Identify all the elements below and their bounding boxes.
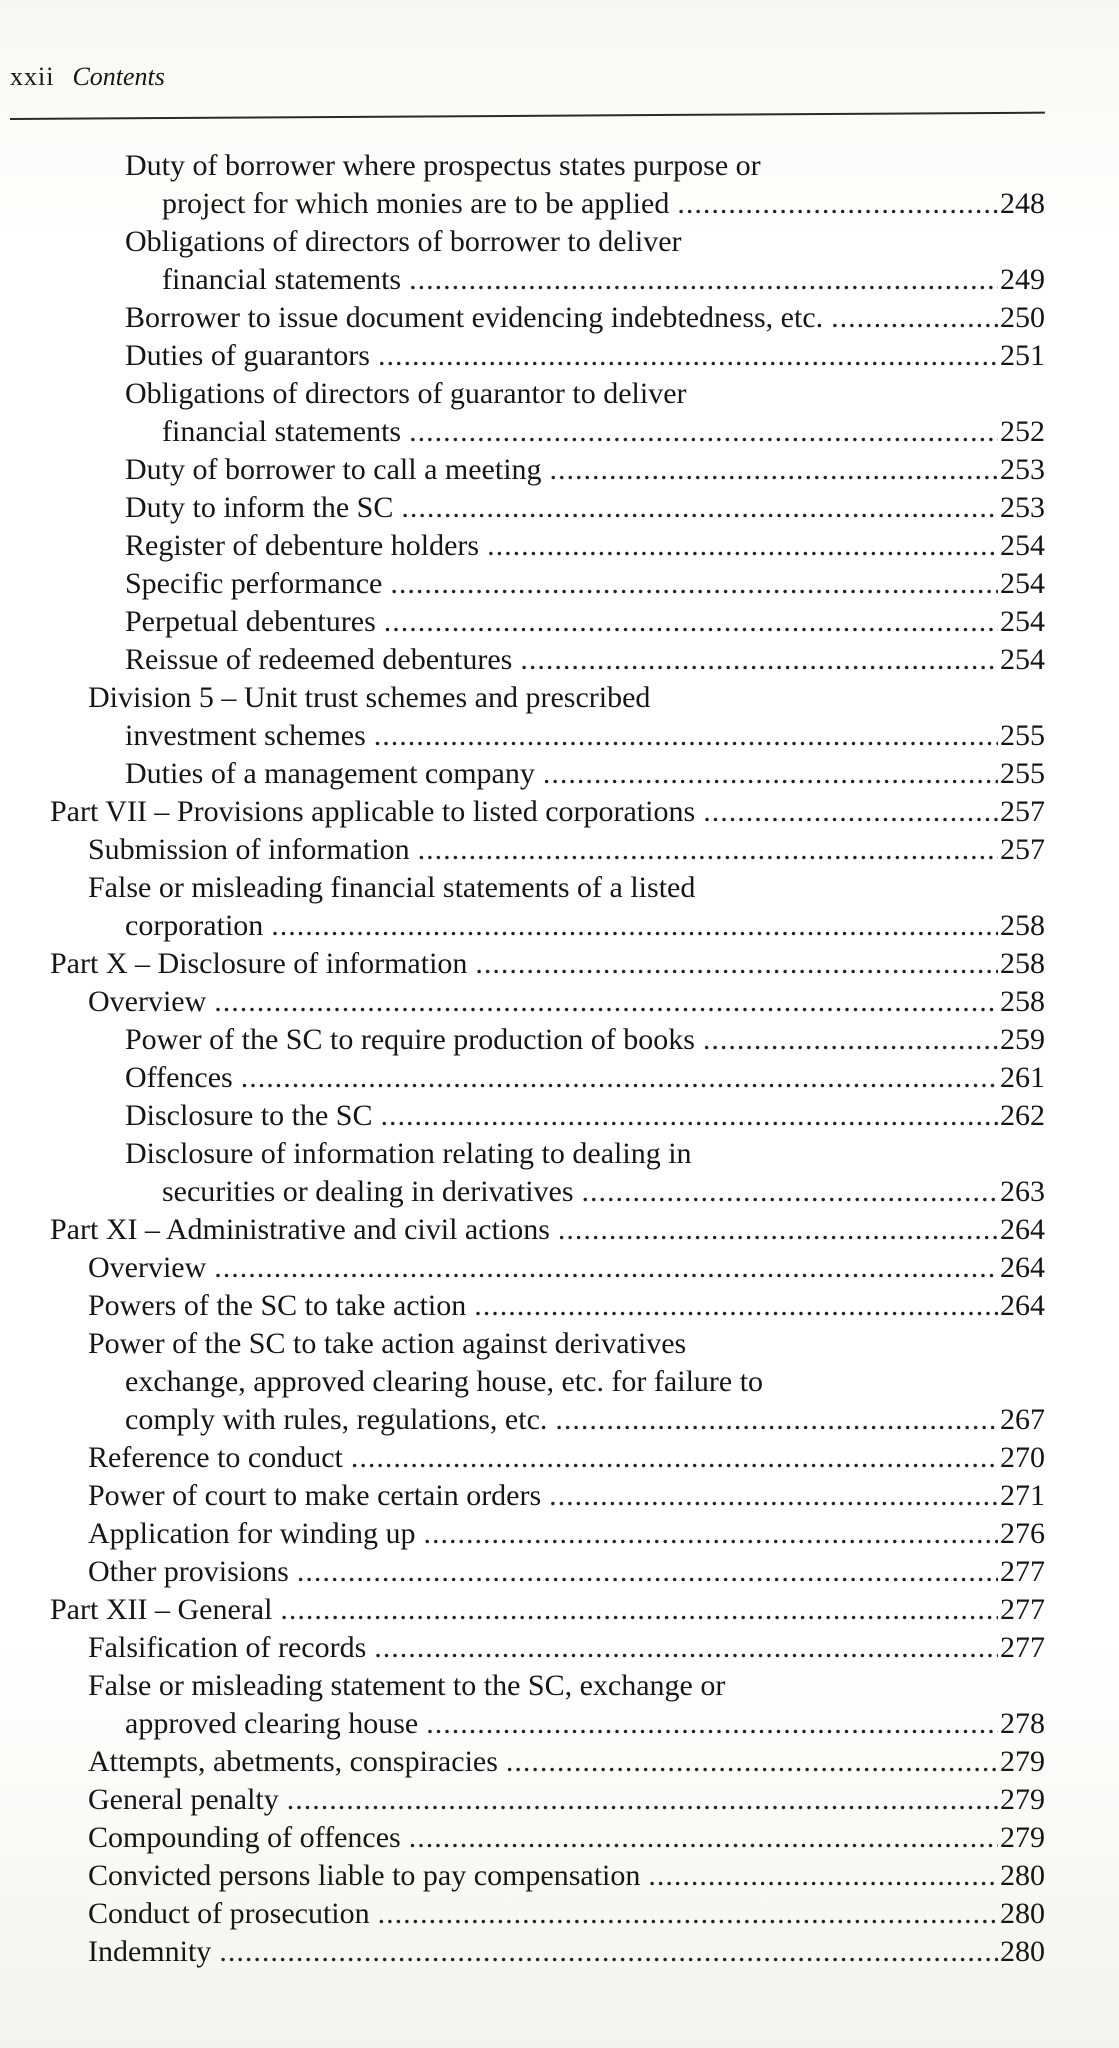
toc-entry xyxy=(0,869,1045,907)
toc-entry-text: Specific performance xyxy=(125,567,383,600)
dot-leader xyxy=(582,1173,998,1211)
table-of-contents xyxy=(0,147,1119,1971)
toc-entry-line xyxy=(50,945,1045,983)
toc-entry xyxy=(0,1591,1045,1629)
toc-page-number: 280 xyxy=(1000,1859,1045,1892)
toc-entry-text: Compounding of offences xyxy=(88,1821,401,1854)
toc-entry-text: Reference to conduct xyxy=(88,1441,343,1474)
toc-entry-text: Duties of a management company xyxy=(125,757,535,790)
toc-entry xyxy=(0,565,1045,603)
toc-entry-line xyxy=(88,1743,1045,1781)
dot-leader xyxy=(409,261,998,299)
header-rule xyxy=(10,112,1045,120)
dot-leader xyxy=(214,1249,998,1287)
toc-entry xyxy=(0,185,1045,223)
running-head xyxy=(10,62,165,92)
toc-entry-text: Offences xyxy=(125,1061,233,1094)
dot-leader xyxy=(426,1705,998,1743)
toc-entry-line xyxy=(88,1439,1045,1477)
dot-leader xyxy=(219,1933,998,1971)
toc-entry-line xyxy=(125,1097,1045,1135)
toc-entry-text: Overview xyxy=(88,985,207,1018)
toc-entry xyxy=(0,1515,1045,1553)
toc-entry xyxy=(0,945,1045,983)
toc-entry-line xyxy=(125,1401,1045,1439)
toc-entry xyxy=(0,1325,1045,1363)
toc-entry-text: Power of court to make certain orders xyxy=(88,1479,542,1512)
toc-entry-line xyxy=(125,489,1045,527)
toc-entry xyxy=(0,337,1045,375)
toc-page-number: 254 xyxy=(1000,643,1045,676)
toc-entry-text: financial statements xyxy=(162,415,402,448)
toc-entry-line xyxy=(125,1059,1045,1097)
dot-leader xyxy=(475,945,998,983)
toc-entry xyxy=(0,1857,1045,1895)
toc-entry-text: Division 5 – Unit trust schemes and prescribed xyxy=(88,681,651,714)
toc-entry xyxy=(0,1553,1045,1591)
dot-leader xyxy=(409,413,998,451)
toc-entry-text: securities or dealing in derivatives xyxy=(162,1175,574,1208)
toc-entry-text: Power of the SC to require production of books xyxy=(125,1023,695,1056)
toc-entry xyxy=(0,717,1045,755)
toc-entry xyxy=(0,451,1045,489)
toc-entry-line xyxy=(88,1933,1045,1971)
dot-leader xyxy=(374,1629,998,1667)
dot-leader xyxy=(555,1401,998,1439)
toc-page-number: 271 xyxy=(1000,1479,1045,1512)
toc-page-number: 257 xyxy=(1000,795,1045,828)
toc-entry xyxy=(0,375,1045,413)
toc-page-number: 259 xyxy=(1000,1023,1045,1056)
toc-entry-line xyxy=(125,1021,1045,1059)
toc-entry xyxy=(0,1401,1045,1439)
toc-entry xyxy=(0,1705,1045,1743)
toc-entry-text: Application for winding up xyxy=(88,1517,416,1550)
toc-page-number: 258 xyxy=(1000,947,1045,980)
toc-page-number: 277 xyxy=(1000,1593,1045,1626)
toc-entry-line xyxy=(50,1591,1045,1629)
dot-leader xyxy=(381,1097,999,1135)
toc-entry-line xyxy=(125,717,1045,755)
toc-entry-line xyxy=(88,1857,1045,1895)
toc-entry-line xyxy=(88,1515,1045,1553)
toc-entry xyxy=(0,1211,1045,1249)
dot-leader xyxy=(550,451,998,489)
toc-page-number: 255 xyxy=(1000,757,1045,790)
toc-entry-line xyxy=(50,1211,1045,1249)
toc-page-number: 262 xyxy=(1000,1099,1045,1132)
toc-entry xyxy=(0,1135,1045,1173)
toc-entry-text: project for which monies are to be applied xyxy=(162,187,670,220)
toc-entry-text: Part VII – Provisions applicable to listed corporations xyxy=(50,795,696,828)
toc-entry-text: Convicted persons liable to pay compensation xyxy=(88,1859,641,1892)
toc-page-number: 264 xyxy=(1000,1251,1045,1284)
toc-page-number: 276 xyxy=(1000,1517,1045,1550)
toc-entry xyxy=(0,527,1045,565)
toc-page-number: 264 xyxy=(1000,1289,1045,1322)
toc-entry-line xyxy=(125,337,1045,375)
dot-leader xyxy=(271,907,998,945)
toc-entry-text: approved clearing house xyxy=(125,1707,419,1740)
running-title: Contents xyxy=(72,62,165,91)
toc-entry-line xyxy=(88,1781,1045,1819)
toc-entry-text: Disclosure to the SC xyxy=(125,1099,373,1132)
toc-entry-text: corporation xyxy=(125,909,264,942)
toc-page-number: 257 xyxy=(1000,833,1045,866)
toc-entry xyxy=(0,1287,1045,1325)
toc-entry xyxy=(0,1819,1045,1857)
toc-entry xyxy=(0,907,1045,945)
toc-entry-text: Conduct of prosecution xyxy=(88,1897,370,1930)
toc-entry-text: False or misleading statement to the SC, exchange or xyxy=(88,1669,726,1702)
toc-entry-text: General penalty xyxy=(88,1783,279,1816)
toc-entry-text: Duties of guarantors xyxy=(125,339,370,372)
toc-entry-line xyxy=(88,831,1045,869)
toc-entry xyxy=(0,1629,1045,1667)
toc-entry-line xyxy=(125,907,1045,945)
dot-leader xyxy=(378,337,998,375)
toc-entry-text: Part X – Disclosure of information xyxy=(50,947,468,980)
toc-entry xyxy=(0,679,1045,717)
toc-entry xyxy=(0,603,1045,641)
toc-entry-line xyxy=(88,1667,725,1705)
toc-entry-line xyxy=(50,793,1045,831)
toc-page-number: 261 xyxy=(1000,1061,1045,1094)
toc-entry xyxy=(0,1933,1045,1971)
toc-page-number: 277 xyxy=(1000,1631,1045,1664)
toc-entry-text: Duty of borrower where prospectus states purpose or xyxy=(125,149,761,182)
toc-entry xyxy=(0,299,1045,337)
dot-leader xyxy=(677,185,998,223)
toc-entry xyxy=(0,1059,1045,1097)
toc-entry xyxy=(0,223,1045,261)
toc-page-number: 252 xyxy=(1000,415,1045,448)
toc-entry xyxy=(0,1439,1045,1477)
toc-entry-line xyxy=(125,147,761,185)
toc-entry-line xyxy=(125,1363,763,1401)
toc-page-number: 258 xyxy=(1000,909,1045,942)
toc-entry-line xyxy=(88,1477,1045,1515)
toc-entry-text: Powers of the SC to take action xyxy=(88,1289,467,1322)
dot-leader xyxy=(549,1477,998,1515)
dot-leader xyxy=(423,1515,998,1553)
toc-entry xyxy=(0,1173,1045,1211)
toc-entry-line xyxy=(88,679,650,717)
toc-page-number: 270 xyxy=(1000,1441,1045,1474)
toc-entry-text: Reissue of redeemed debentures xyxy=(125,643,513,676)
toc-entry-text: Obligations of directors of borrower to deliver xyxy=(125,225,682,258)
toc-entry-text: Attempts, abetments, conspiracies xyxy=(88,1745,498,1778)
toc-entry-text: Part XII – General xyxy=(50,1593,273,1626)
dot-leader xyxy=(241,1059,998,1097)
dot-leader xyxy=(558,1211,998,1249)
toc-entry xyxy=(0,1363,1045,1401)
toc-page-number: 258 xyxy=(1000,985,1045,1018)
toc-entry-line xyxy=(88,1325,686,1363)
toc-entry-text: Duty of borrower to call a meeting xyxy=(125,453,542,486)
toc-page-number: 277 xyxy=(1000,1555,1045,1588)
toc-entry-line xyxy=(125,565,1045,603)
toc-entry-text: Borrower to issue document evidencing indebtedness, etc. xyxy=(125,301,824,334)
toc-entry xyxy=(0,489,1045,527)
toc-entry-text: Overview xyxy=(88,1251,207,1284)
toc-entry xyxy=(0,1895,1045,1933)
dot-leader xyxy=(214,983,998,1021)
toc-entry-line xyxy=(125,603,1045,641)
toc-entry-text: investment schemes xyxy=(125,719,366,752)
toc-page-number: 254 xyxy=(1000,605,1045,638)
toc-entry xyxy=(0,755,1045,793)
toc-entry-text: exchange, approved clearing house, etc. for failure to xyxy=(125,1365,764,1398)
toc-entry-line xyxy=(88,1553,1045,1591)
toc-entry-text: Other provisions xyxy=(88,1555,289,1588)
toc-page-number: 279 xyxy=(1000,1821,1045,1854)
toc-entry xyxy=(0,641,1045,679)
dot-leader xyxy=(409,1819,998,1857)
toc-entry-line xyxy=(125,527,1045,565)
toc-entry-line xyxy=(162,413,1045,451)
toc-entry xyxy=(0,413,1045,451)
dot-leader xyxy=(384,603,998,641)
toc-page-number: 255 xyxy=(1000,719,1045,752)
toc-page-number: 254 xyxy=(1000,529,1045,562)
dot-leader xyxy=(351,1439,998,1477)
toc-entry-line xyxy=(88,983,1045,1021)
dot-leader xyxy=(520,641,998,679)
toc-page-number: 254 xyxy=(1000,567,1045,600)
dot-leader xyxy=(280,1591,998,1629)
toc-entry xyxy=(0,1097,1045,1135)
dot-leader xyxy=(378,1895,998,1933)
toc-entry-text: Part XI – Administrative and civil actions xyxy=(50,1213,550,1246)
toc-page-number: 248 xyxy=(1000,187,1045,220)
toc-page-number: 279 xyxy=(1000,1783,1045,1816)
toc-entry-text: financial statements xyxy=(162,263,402,296)
toc-entry xyxy=(0,147,1045,185)
toc-entry-line xyxy=(162,1173,1045,1211)
toc-entry-text: Falsification of records xyxy=(88,1631,367,1664)
toc-entry xyxy=(0,983,1045,1021)
dot-leader xyxy=(487,527,998,565)
toc-entry-line xyxy=(88,1629,1045,1667)
dot-leader xyxy=(418,831,998,869)
toc-entry-line xyxy=(125,1135,692,1173)
toc-page-number: 253 xyxy=(1000,453,1045,486)
dot-leader xyxy=(297,1553,998,1591)
toc-page-number: 278 xyxy=(1000,1707,1045,1740)
toc-entry-text: Disclosure of information relating to dealing in xyxy=(125,1137,692,1170)
toc-entry-line xyxy=(162,261,1045,299)
toc-page-number: 264 xyxy=(1000,1213,1045,1246)
toc-entry xyxy=(0,1249,1045,1287)
toc-page-number: 249 xyxy=(1000,263,1045,296)
dot-leader xyxy=(703,793,998,831)
toc-entry xyxy=(0,1781,1045,1819)
toc-page-number: 251 xyxy=(1000,339,1045,372)
toc-entry-line xyxy=(88,1895,1045,1933)
dot-leader xyxy=(374,717,998,755)
toc-entry-text: Register of debenture holders xyxy=(125,529,480,562)
toc-entry xyxy=(0,1667,1045,1705)
toc-entry-text: Perpetual debentures xyxy=(125,605,376,638)
toc-entry xyxy=(0,1743,1045,1781)
toc-page-number: 280 xyxy=(1000,1897,1045,1930)
toc-page-number: 279 xyxy=(1000,1745,1045,1778)
toc-entry-text: Obligations of directors of guarantor to deliver xyxy=(125,377,687,410)
toc-entry-line xyxy=(125,299,1045,337)
dot-leader xyxy=(543,755,998,793)
dot-leader xyxy=(287,1781,998,1819)
toc-entry-text: False or misleading financial statements of a listed xyxy=(88,871,696,904)
toc-entry xyxy=(0,261,1045,299)
toc-entry-text: Indemnity xyxy=(88,1935,212,1968)
toc-entry-text: Submission of information xyxy=(88,833,410,866)
toc-entry-line xyxy=(125,641,1045,679)
toc-entry-text: Duty to inform the SC xyxy=(125,491,394,524)
dot-leader xyxy=(474,1287,998,1325)
toc-entry-line xyxy=(88,869,695,907)
toc-entry-line xyxy=(125,755,1045,793)
toc-entry-line xyxy=(125,451,1045,489)
toc-page-number: 280 xyxy=(1000,1935,1045,1968)
toc-entry-line xyxy=(125,375,687,413)
toc-entry-line xyxy=(125,223,682,261)
toc-entry-line xyxy=(125,1705,1045,1743)
dot-leader xyxy=(703,1021,998,1059)
dot-leader xyxy=(390,565,998,603)
dot-leader xyxy=(831,299,998,337)
toc-entry-text: comply with rules, regulations, etc. xyxy=(125,1403,548,1436)
dot-leader xyxy=(648,1857,998,1895)
toc-page-number: 250 xyxy=(1000,301,1045,334)
toc-entry-line xyxy=(88,1819,1045,1857)
toc-entry-line xyxy=(162,185,1045,223)
toc-entry-line xyxy=(88,1287,1045,1325)
toc-entry xyxy=(0,793,1045,831)
toc-entry xyxy=(0,1477,1045,1515)
dot-leader xyxy=(401,489,998,527)
toc-page-number: 253 xyxy=(1000,491,1045,524)
toc-entry-line xyxy=(88,1249,1045,1287)
dot-leader xyxy=(506,1743,998,1781)
page-folio: xxii xyxy=(10,62,55,91)
toc-entry xyxy=(0,831,1045,869)
toc-entry xyxy=(0,1021,1045,1059)
toc-entry-text: Power of the SC to take action against derivatives xyxy=(88,1327,687,1360)
toc-page-number: 263 xyxy=(1000,1175,1045,1208)
toc-page-number: 267 xyxy=(1000,1403,1045,1436)
